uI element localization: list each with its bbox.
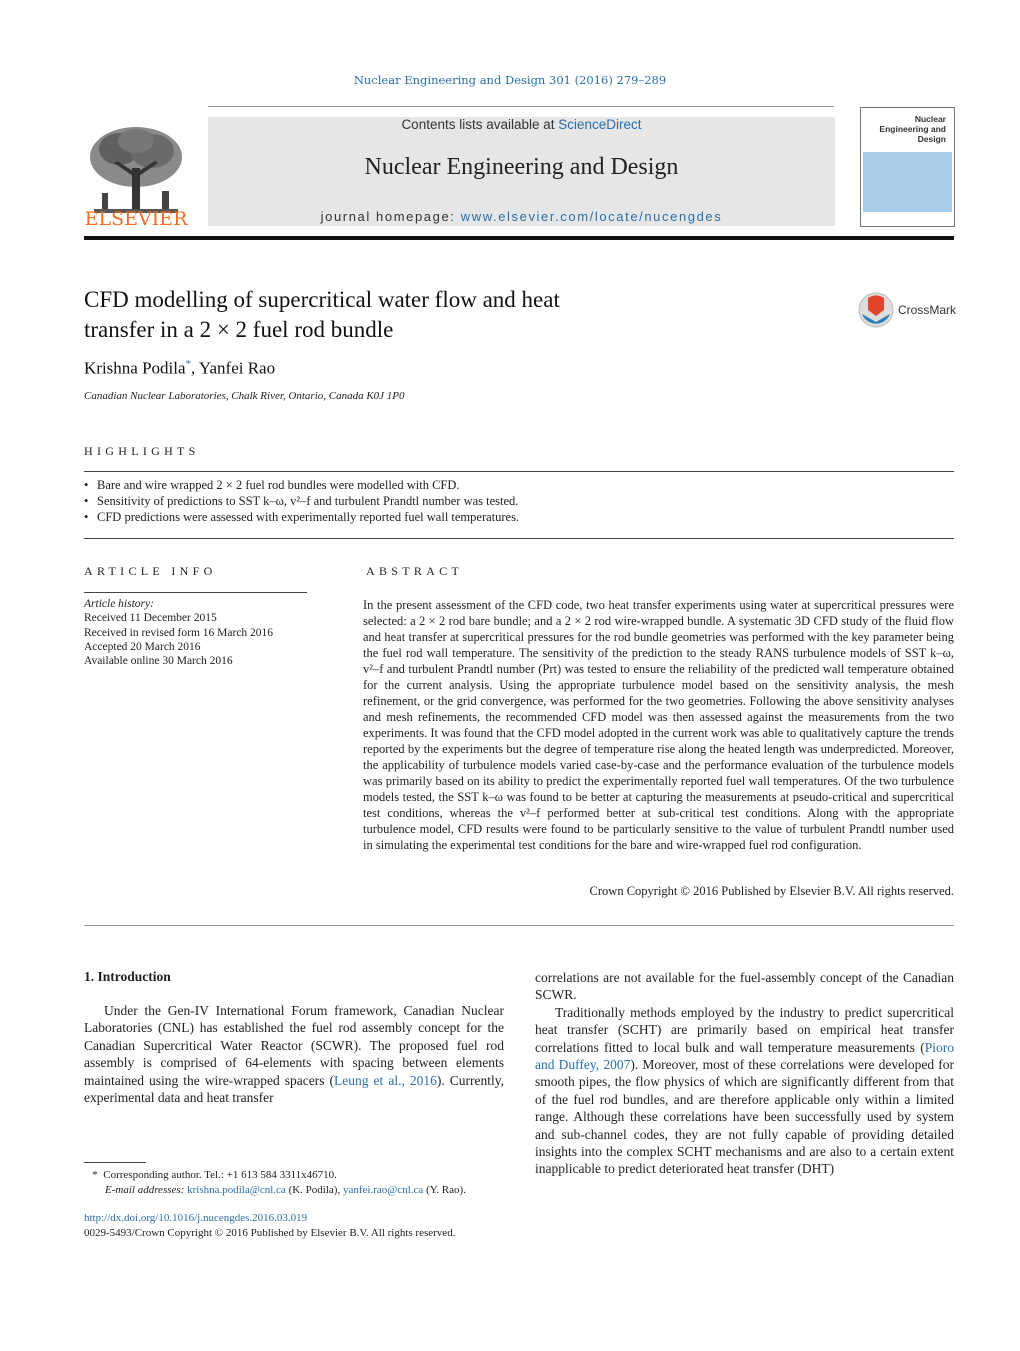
highlights-rule-bottom	[84, 538, 954, 539]
issn-copyright: 0029-5493/Crown Copyright © 2016 Published by Elsevier B.V. All rights reserved.	[84, 1227, 456, 1239]
footnote-emails	[84, 1183, 514, 1198]
footnote-star: *	[92, 1169, 98, 1181]
intro-text: Traditionally methods employed by the industry to predict supercritical heat transfer (SCHT) are primarily based on empirical heat transfer correlations fitted to local bulk and wall temperature measurements (	[535, 1004, 954, 1055]
highlight-item: • CFD predictions were assessed with experimentally reported fuel wall temperatures.	[84, 509, 954, 525]
article-history	[84, 597, 314, 668]
citation-pioro-2007[interactable]: Pioro and Duffey, 2007	[535, 1039, 954, 1073]
top-rule	[208, 106, 834, 107]
sciencedirect-link[interactable]: ScienceDirect	[558, 117, 642, 132]
article-info-rule	[84, 592, 307, 593]
abstract-copyright: Crown Copyright © 2016 Published by Elsevier B.V. All rights reserved.	[589, 884, 954, 898]
history-online: Available online 30 March 2016	[84, 655, 233, 668]
journal-title: Nuclear Engineering and Design	[364, 154, 679, 180]
history-label: Article history:	[84, 598, 154, 610]
email-rao-name: (Y. Rao).	[423, 1183, 466, 1196]
header-divider	[84, 236, 954, 240]
journal-homepage	[208, 209, 835, 224]
abstract-heading: ABSTRACT	[366, 564, 464, 578]
intro-text: ). Moreover, most of these correlations were developed for smooth pipes, the flow physics of which are significantly different from that of the fuel rod bundles, and are therefore applicable only within a limited range. Although these correlations have been successfully used by system and sub-channel codes, they are not fully capable of providing detailed insights into the complex SCHT mechanisms and are also to a certain extent inapplicable to predict deteriorated heat transfer (DHT)	[535, 1057, 955, 1177]
contents-prefix: Contents lists available at	[401, 117, 559, 132]
highlights-rule-top	[84, 471, 954, 472]
highlight-item: • Sensitivity of predictions to SST k–ω, v²–f and turbulent Prandtl number was tested.	[84, 493, 954, 509]
cover-title: Nuclear Engineering and Design	[879, 114, 946, 144]
section-heading-introduction: 1. Introduction	[84, 969, 171, 984]
history-accepted: Accepted 20 March 2016	[84, 640, 201, 653]
citation-leung-2016[interactable]: Leung et al., 2016	[334, 1072, 437, 1088]
highlights-heading: HIGHLIGHTS	[84, 444, 200, 458]
homepage-prefix: journal homepage:	[320, 209, 461, 224]
author-rao: Yanfei Rao	[198, 358, 276, 378]
intro-paragraph-1	[84, 1002, 504, 1106]
crossmark-label[interactable]: CrossMark	[898, 303, 957, 317]
email-podila-link[interactable]: krishna.podila@cnl.ca	[187, 1183, 286, 1196]
journal-cover-thumbnail[interactable]	[860, 107, 955, 227]
intro-paragraph-continued: correlations are not available for the fuel-assembly concept of the Canadian SCWR.	[535, 970, 954, 1003]
doi-link[interactable]: http://dx.doi.org/10.1016/j.nucengdes.2016.03.019	[84, 1212, 308, 1224]
journal-reference[interactable]: Nuclear Engineering and Design 301 (2016) 279–289	[353, 73, 667, 87]
contents-line	[208, 117, 835, 132]
footnote	[84, 1168, 514, 1197]
article-title	[84, 285, 784, 345]
history-received: Received 11 December 2015	[84, 612, 217, 625]
intro-text: ). Currently, experimental data and heat transfer	[84, 1072, 504, 1106]
footnote-rule	[84, 1162, 146, 1163]
footnote-corresponding-text: Corresponding author. Tel.: +1 613 584 3311x46710.	[103, 1169, 337, 1181]
footnote-corresponding	[84, 1168, 514, 1183]
elsevier-wordmark: ELSEVIER	[84, 208, 188, 230]
author-list	[84, 358, 275, 379]
author-separator: ,	[191, 358, 199, 378]
email-podila-name: (K. Podila),	[285, 1183, 343, 1196]
intro-text: Under the Gen-IV International Forum framework, Canadian Nuclear Laboratories (CNL) has established the fuel rod assembly concept for the Canadian Supercritical Water Reactor (SCWR). The proposed fuel rod assembly is comprised of 64-elements with spacing between elements maintained using the wire-wrapped spacers (	[84, 1003, 504, 1088]
email-label: E-mail addresses:	[105, 1183, 188, 1196]
intro-paragraph-2	[535, 1004, 954, 1178]
abstract-rule	[84, 925, 954, 926]
cover-blue-panel	[863, 152, 952, 212]
highlight-item: • Bare and wire wrapped 2 × 2 fuel rod bundles were modelled with CFD.	[84, 477, 954, 493]
affiliation: Canadian Nuclear Laboratories, Chalk River, Ontario, Canada K0J 1P0	[84, 390, 405, 402]
history-revised: Received in revised form 16 March 2016	[84, 626, 274, 639]
homepage-link[interactable]: www.elsevier.com/locate/nucengdes	[460, 209, 723, 224]
email-rao-link[interactable]: yanfei.rao@cnl.ca	[342, 1183, 424, 1196]
highlights-list	[84, 477, 954, 525]
corresponding-star[interactable]: *	[185, 358, 192, 370]
abstract-text: In the present assessment of the CFD code, two heat transfer experiments using water at supercritical pressures were selected: a 2 × 2 rod bare bundle; and a 2 × 2 rod wire-wrapped bundle. A systematic 3D CFD study of the fluid flow and heat transfer at supercritical pressures for the rod bundle geometries was performed with the key parameter being the fuel rod wall temperature. The sensitivity of the prediction to the steady RANS turbulence models of SST k–ω, v²–f and turbulent Prandtl number (Prt) was tested to ensure the reliability of the predicted wall temperature obtained for the current analysis. Using the appropriate turbulence model based on the sensitivity analysis, the mesh refinement, or the grid convergence, was performed for the two geometries. Following the above sensitivity analyses and mesh refinements, the recommended CFD model was then assessed against the measurements from the two experiments. It was found that the CFD model adopted in the current work was able to qualitatively capture the trends reported by the experiments but the degree of temperature rise along the heated length was underpredicted. Moreover, the applicability of turbulence models varied case-by-case and the performance evaluation of the turbulence models was primarily based on its ability to predict the experimentally reported fuel wall temperatures. Of the two turbulence models tested, the SST k–ω was found to be better at capturing the measurements at pseudo-critical and supercritical test conditions, whereas the v²–f performed better at sub-critical test conditions. Along with the appropriate turbulence model, CFD results were found to be particularly sensitive to the value of turbulent Prandtl number used in simulating the experimental test conditions for the bare and wire-wrapped fuel rod configuration.	[363, 598, 954, 852]
article-info-heading: ARTICLE INFO	[84, 564, 217, 578]
title-line-2: transfer in a 2 × 2 fuel rod bundle	[84, 317, 394, 342]
author-podila: Krishna Podila	[84, 358, 186, 378]
intro-column-2	[535, 969, 954, 1178]
title-line-1: CFD modelling of supercritical water flow and heat	[84, 287, 560, 312]
